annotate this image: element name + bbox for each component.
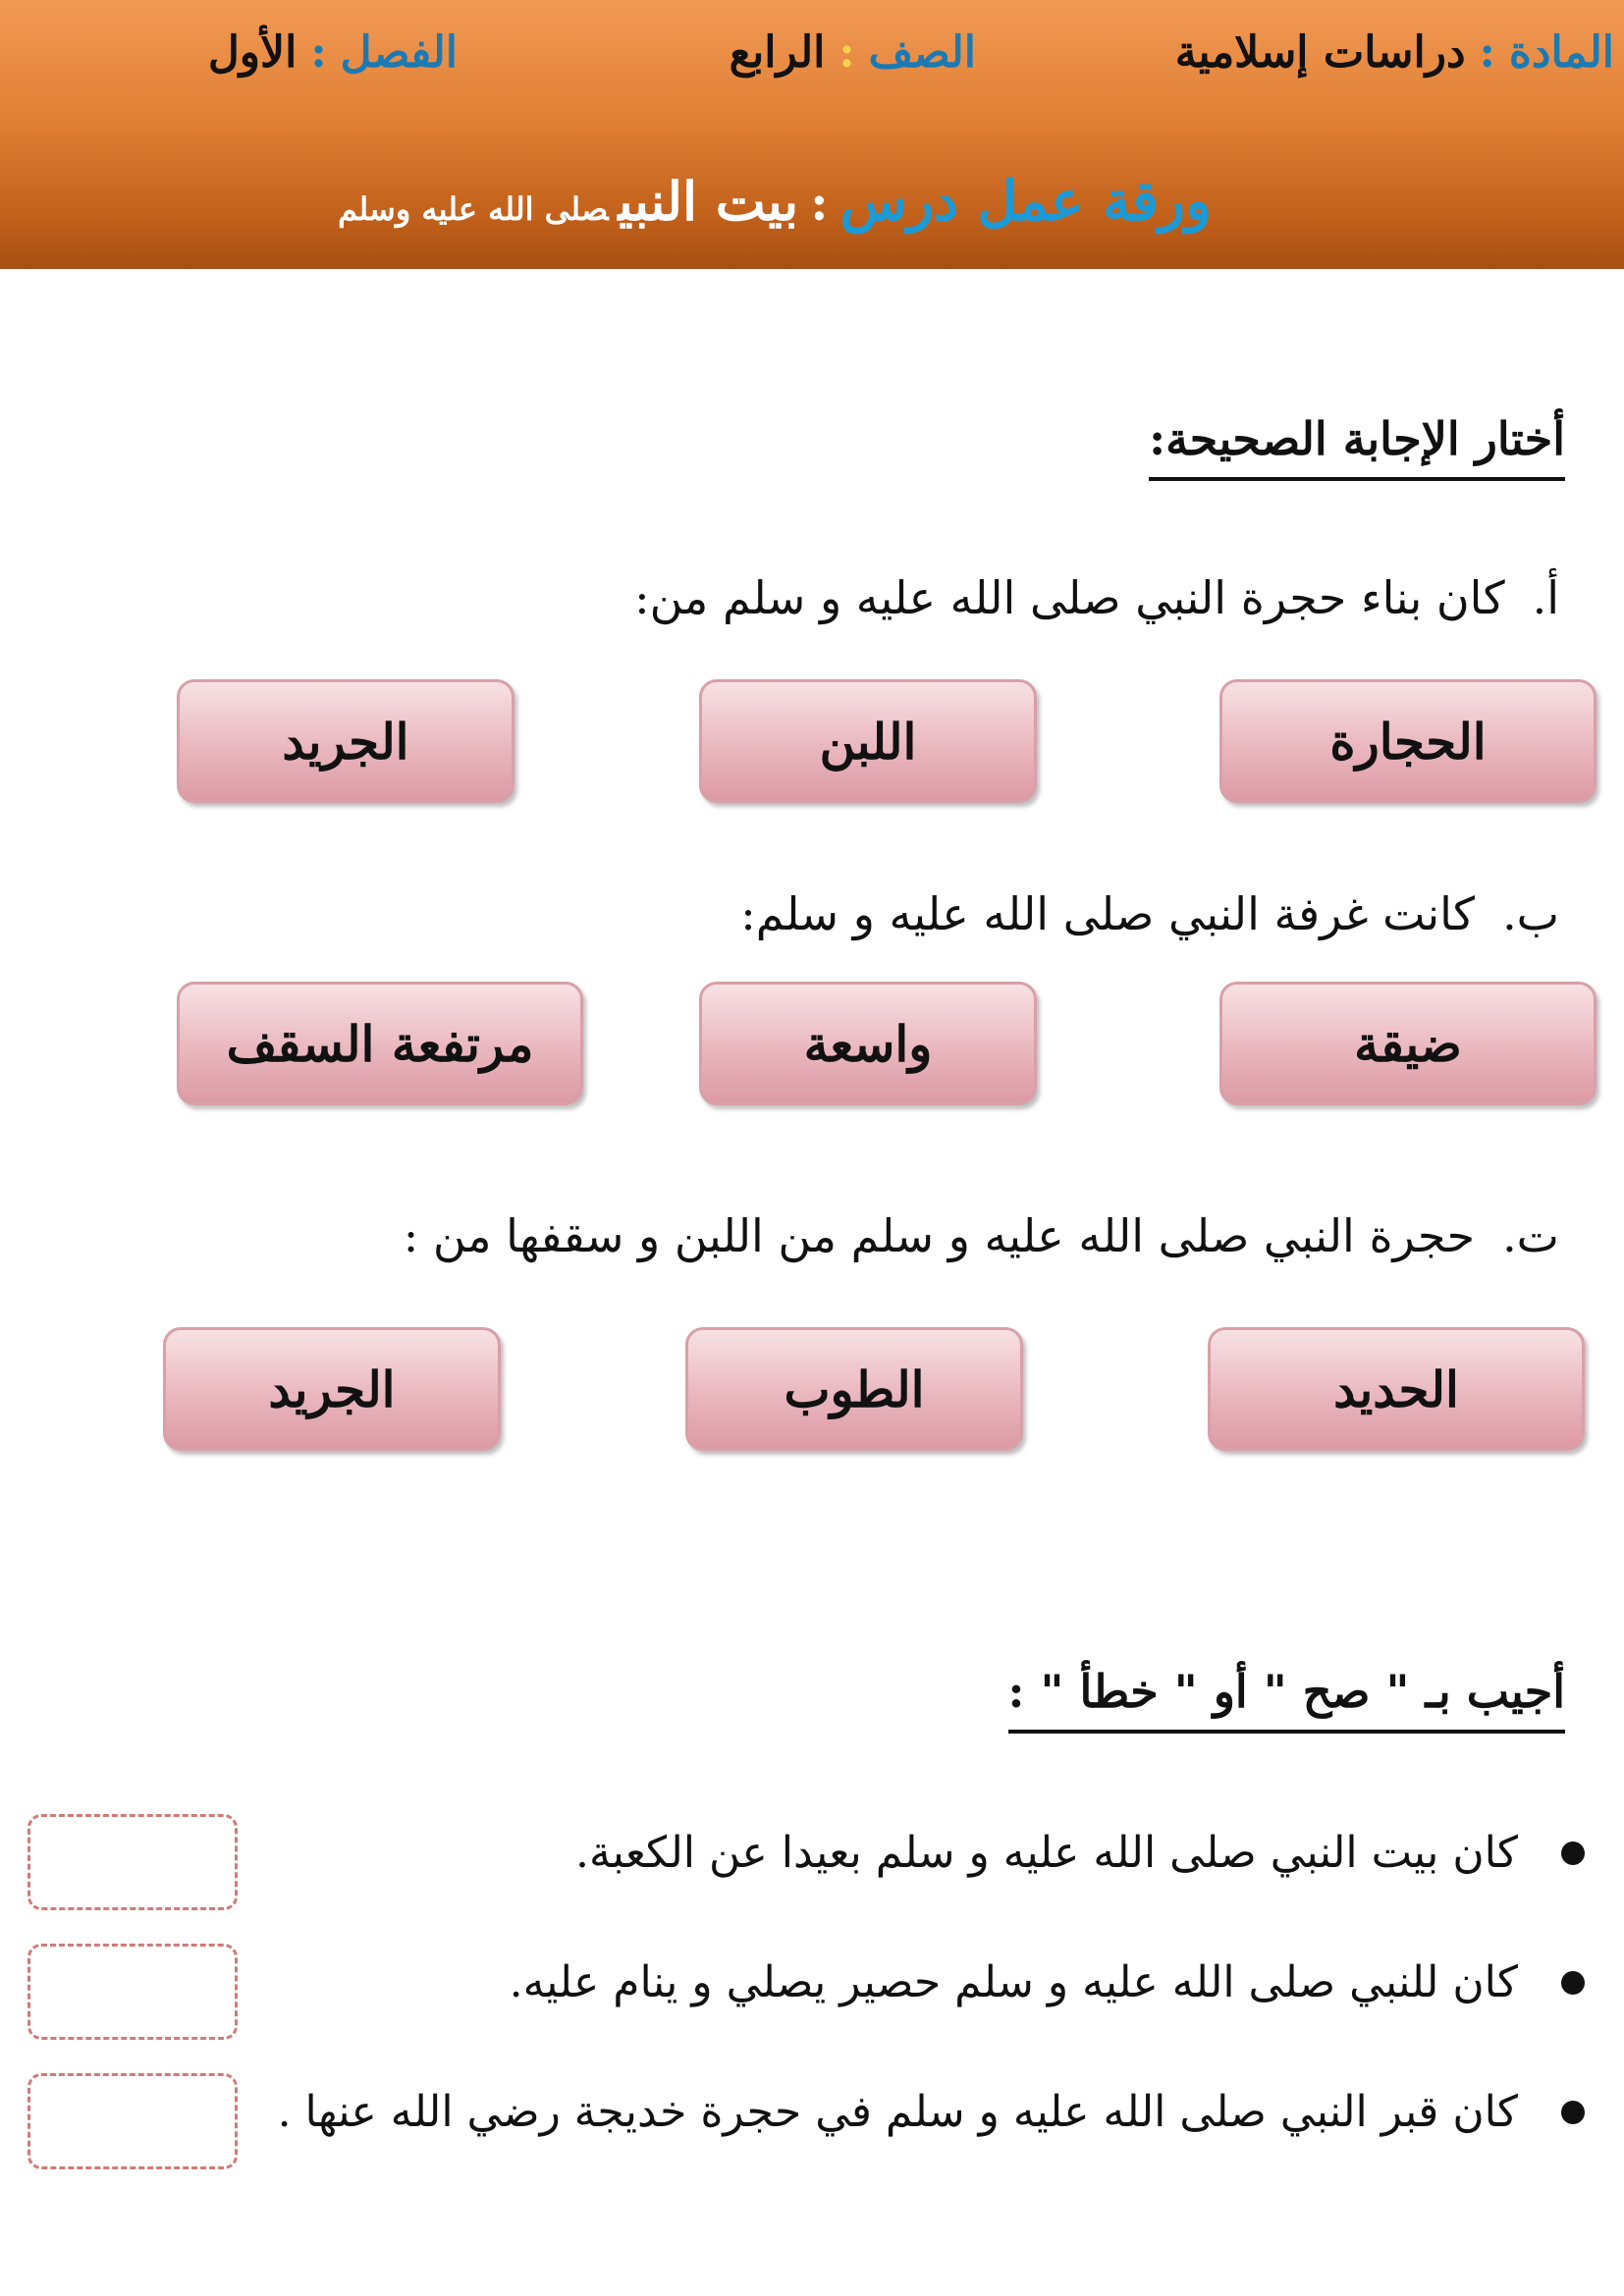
question-b xyxy=(740,887,1559,940)
option-button[interactable]: اللبن xyxy=(699,679,1037,803)
worksheet-label: ورقة عمل درس xyxy=(839,169,1212,234)
bullet-icon xyxy=(1561,1842,1585,1865)
lesson-salutation: صلى الله عليه وسلم xyxy=(338,190,609,228)
option-button[interactable]: الجريد xyxy=(163,1327,501,1451)
bullet-icon xyxy=(1561,1971,1585,1995)
grade-label: الصف xyxy=(868,27,976,78)
option-button[interactable]: الجريد xyxy=(177,679,514,803)
subject-value: دراسات إسلامية xyxy=(1174,27,1466,78)
question-c xyxy=(404,1209,1559,1262)
grade-value: الرابع xyxy=(729,27,826,78)
tf-statement xyxy=(575,1828,1585,1878)
term-label: الفصل xyxy=(340,27,458,78)
question-a xyxy=(634,571,1559,624)
option-button[interactable]: مرتفعة السقف xyxy=(177,982,583,1105)
grade-field xyxy=(730,27,976,78)
question-number: ب. xyxy=(1502,887,1559,940)
tf-statement-text: كان بيت النبي صلى الله عليه و سلم بعيدا عن الكعبة. xyxy=(575,1828,1518,1878)
question-number: ت. xyxy=(1502,1209,1559,1262)
term-value: الأول xyxy=(207,27,298,78)
term-field xyxy=(208,27,458,78)
option-button[interactable]: واسعة xyxy=(699,982,1037,1105)
tf-statement xyxy=(278,2087,1585,2137)
option-button[interactable]: الطوب xyxy=(685,1327,1023,1451)
term-colon: : xyxy=(310,27,327,78)
lesson-title: بيت النبي xyxy=(618,170,799,233)
option-button[interactable]: الحجارة xyxy=(1219,679,1597,803)
option-button[interactable]: الحديد xyxy=(1208,1327,1585,1451)
answer-box[interactable] xyxy=(27,2073,238,2169)
question-text: كانت غرفة النبي صلى الله عليه و سلم: xyxy=(740,887,1476,940)
question-text: حجرة النبي صلى الله عليه و سلم من اللبن و سقفها من : xyxy=(403,1209,1476,1262)
option-button[interactable]: ضيقة xyxy=(1219,982,1597,1105)
tf-statement-text: كان قبر النبي صلى الله عليه و سلم في حجرة خديجة رضي الله عنها . xyxy=(277,2087,1518,2137)
subject-label: المادة xyxy=(1508,27,1614,78)
true-false-heading: أجيب بـ " صح " أو " خطأ " : xyxy=(1008,1665,1565,1734)
worksheet-title xyxy=(338,169,1212,234)
grade-colon: : xyxy=(839,27,855,78)
mcq-heading: أختار الإجابة الصحيحة: xyxy=(1149,412,1565,481)
worksheet-colon: : xyxy=(810,174,829,232)
tf-statement-text: كان للنبي صلى الله عليه و سلم حصير يصلي و ينام عليه. xyxy=(509,1957,1518,2007)
answer-box[interactable] xyxy=(27,1814,238,1910)
answer-box[interactable] xyxy=(27,1944,238,2040)
question-text: كان بناء حجرة النبي صلى الله عليه و سلم من: xyxy=(634,571,1505,624)
bullet-icon xyxy=(1561,2101,1585,2124)
subject-field xyxy=(1175,27,1614,78)
subject-colon: : xyxy=(1479,27,1495,78)
question-number: أ. xyxy=(1532,571,1559,624)
header-banner xyxy=(0,0,1624,269)
tf-statement xyxy=(510,1957,1585,2007)
